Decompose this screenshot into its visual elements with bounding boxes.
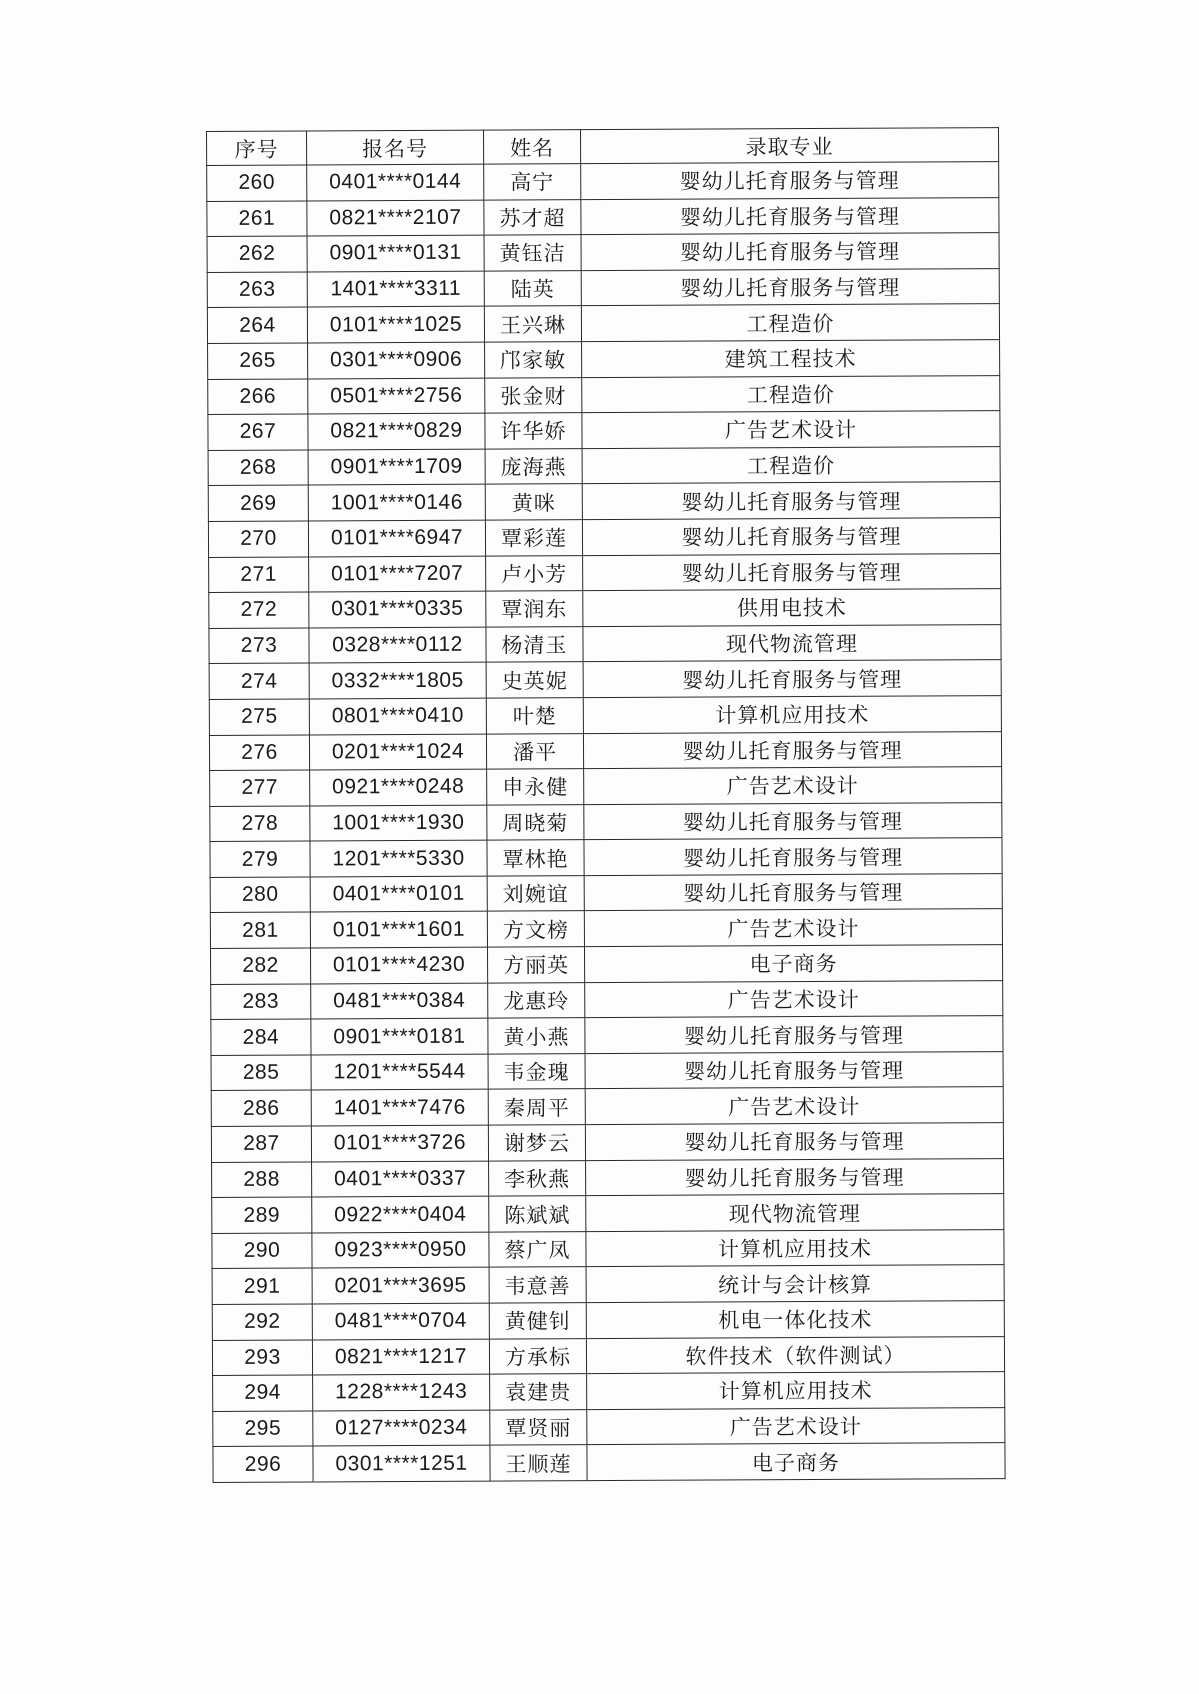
cell-seq: 290 bbox=[212, 1233, 312, 1269]
cell-admitted-major: 机电一体化技术 bbox=[586, 1301, 1004, 1339]
cell-admitted-major: 广告艺术设计 bbox=[587, 1407, 1005, 1445]
cell-name: 卢小芳 bbox=[486, 555, 583, 591]
cell-seq: 281 bbox=[210, 912, 310, 948]
cell-name: 韦金瑰 bbox=[488, 1054, 585, 1090]
cell-registration-number: 0821****0829 bbox=[308, 413, 485, 449]
table-row bbox=[212, 1336, 1004, 1375]
cell-admitted-major: 婴幼儿托育服务与管理 bbox=[585, 1016, 1003, 1054]
table-row bbox=[210, 767, 1002, 806]
cell-name: 谢梦云 bbox=[488, 1125, 585, 1161]
cell-registration-number: 1401****3311 bbox=[307, 271, 484, 307]
cell-name: 陈斌斌 bbox=[489, 1196, 586, 1232]
cell-seq: 282 bbox=[210, 948, 310, 984]
table-row bbox=[213, 1372, 1005, 1411]
cell-seq: 260 bbox=[207, 165, 307, 201]
cell-seq: 296 bbox=[213, 1446, 313, 1482]
header-admitted-major: 录取专业 bbox=[580, 128, 998, 164]
cell-seq: 285 bbox=[211, 1055, 311, 1091]
cell-seq: 280 bbox=[210, 877, 310, 913]
cell-registration-number: 0101****1601 bbox=[310, 912, 487, 948]
cell-seq: 288 bbox=[212, 1162, 312, 1198]
cell-registration-number: 0401****0101 bbox=[310, 876, 487, 912]
table-row bbox=[209, 660, 1001, 699]
table-row bbox=[212, 1301, 1004, 1340]
cell-registration-number: 0921****0248 bbox=[310, 769, 487, 805]
cell-admitted-major: 广告艺术设计 bbox=[585, 980, 1003, 1018]
table-row bbox=[208, 340, 1000, 379]
table-row bbox=[208, 518, 1000, 557]
cell-admitted-major: 婴幼儿托育服务与管理 bbox=[583, 553, 1001, 591]
cell-name: 方承标 bbox=[489, 1338, 586, 1374]
cell-registration-number: 0901****0131 bbox=[307, 235, 484, 271]
cell-admitted-major: 婴幼儿托育服务与管理 bbox=[585, 1123, 1003, 1161]
cell-admitted-major: 广告艺术设计 bbox=[585, 1087, 1003, 1125]
cell-registration-number: 0127****0234 bbox=[313, 1410, 490, 1446]
table-row bbox=[210, 909, 1002, 948]
cell-registration-number: 1201****5544 bbox=[311, 1054, 488, 1090]
cell-seq: 270 bbox=[208, 521, 308, 557]
cell-seq: 294 bbox=[213, 1375, 313, 1411]
cell-seq: 277 bbox=[210, 770, 310, 806]
cell-seq: 267 bbox=[208, 414, 308, 450]
cell-seq: 264 bbox=[207, 307, 307, 343]
header-registration-number: 报名号 bbox=[307, 130, 484, 165]
cell-seq: 291 bbox=[212, 1268, 312, 1304]
table-row bbox=[209, 589, 1001, 628]
cell-admitted-major: 广告艺术设计 bbox=[582, 411, 1000, 449]
cell-seq: 262 bbox=[207, 236, 307, 272]
table-row bbox=[207, 268, 999, 307]
cell-name: 黄健钊 bbox=[489, 1303, 586, 1339]
table-row bbox=[212, 1265, 1004, 1304]
cell-name: 高宁 bbox=[484, 164, 581, 200]
cell-registration-number: 0201****3695 bbox=[312, 1268, 489, 1304]
cell-registration-number: 1001****0146 bbox=[308, 484, 485, 520]
cell-registration-number: 0328****0112 bbox=[309, 627, 486, 663]
cell-admitted-major: 计算机应用技术 bbox=[586, 1229, 1004, 1267]
cell-name: 叶楚 bbox=[486, 698, 583, 734]
cell-seq: 268 bbox=[208, 450, 308, 486]
table-body bbox=[207, 162, 1005, 1483]
cell-registration-number: 0101****4230 bbox=[310, 947, 487, 983]
cell-seq: 289 bbox=[212, 1197, 312, 1233]
table-row bbox=[210, 838, 1002, 877]
cell-admitted-major: 工程造价 bbox=[582, 446, 1000, 484]
cell-seq: 274 bbox=[209, 663, 309, 699]
cell-registration-number: 0201****1024 bbox=[309, 734, 486, 770]
cell-name: 袁建贵 bbox=[490, 1374, 587, 1410]
cell-seq: 271 bbox=[209, 557, 309, 593]
cell-name: 苏才超 bbox=[484, 199, 581, 235]
cell-name: 覃彩莲 bbox=[485, 520, 582, 556]
cell-admitted-major: 婴幼儿托育服务与管理 bbox=[584, 873, 1002, 911]
cell-registration-number: 1228****1243 bbox=[313, 1374, 490, 1410]
cell-admitted-major: 婴幼儿托育服务与管理 bbox=[583, 660, 1001, 698]
table-row bbox=[208, 446, 1000, 485]
cell-name: 黄小燕 bbox=[488, 1018, 585, 1054]
cell-name: 庞海燕 bbox=[485, 448, 582, 484]
cell-admitted-major: 婴幼儿托育服务与管理 bbox=[582, 482, 1000, 520]
cell-name: 邝家敏 bbox=[485, 342, 582, 378]
cell-name: 方丽英 bbox=[487, 947, 584, 983]
table-row bbox=[212, 1229, 1004, 1268]
table-row bbox=[207, 233, 999, 272]
cell-seq: 261 bbox=[207, 201, 307, 237]
cell-name: 许华娇 bbox=[485, 413, 582, 449]
cell-registration-number: 0401****0144 bbox=[307, 164, 484, 200]
cell-admitted-major: 建筑工程技术 bbox=[582, 340, 1000, 378]
cell-admitted-major: 婴幼儿托育服务与管理 bbox=[581, 162, 999, 200]
cell-admitted-major: 计算机应用技术 bbox=[587, 1372, 1005, 1410]
cell-seq: 292 bbox=[212, 1304, 312, 1340]
cell-name: 申永健 bbox=[487, 769, 584, 805]
cell-name: 韦意善 bbox=[489, 1267, 586, 1303]
cell-seq: 272 bbox=[209, 592, 309, 628]
header-seq: 序号 bbox=[207, 131, 307, 165]
cell-registration-number: 0501****2756 bbox=[308, 378, 485, 414]
cell-registration-number: 0101****3726 bbox=[311, 1125, 488, 1161]
admission-roster-table bbox=[206, 127, 1006, 1483]
cell-seq: 275 bbox=[209, 699, 309, 735]
cell-seq: 283 bbox=[211, 984, 311, 1020]
cell-name: 秦周平 bbox=[488, 1089, 585, 1125]
cell-seq: 295 bbox=[213, 1411, 313, 1447]
cell-registration-number: 0922****0404 bbox=[312, 1196, 489, 1232]
cell-admitted-major: 现代物流管理 bbox=[586, 1194, 1004, 1232]
cell-registration-number: 0301****0335 bbox=[309, 591, 486, 627]
cell-seq: 284 bbox=[211, 1019, 311, 1055]
cell-name: 潘平 bbox=[486, 733, 583, 769]
cell-registration-number: 0101****7207 bbox=[309, 556, 486, 592]
cell-admitted-major: 婴幼儿托育服务与管理 bbox=[583, 731, 1001, 769]
table-row bbox=[213, 1407, 1005, 1446]
table-row bbox=[212, 1158, 1004, 1197]
cell-name: 蔡广凤 bbox=[489, 1231, 586, 1267]
cell-name: 陆英 bbox=[484, 270, 581, 306]
cell-admitted-major: 电子商务 bbox=[584, 945, 1002, 983]
table-row bbox=[209, 696, 1001, 735]
cell-registration-number: 0801****0410 bbox=[309, 698, 486, 734]
table-row bbox=[210, 873, 1002, 912]
cell-admitted-major: 婴幼儿托育服务与管理 bbox=[581, 197, 999, 235]
table-row bbox=[211, 1123, 1003, 1162]
cell-admitted-major: 电子商务 bbox=[587, 1443, 1005, 1481]
cell-seq: 265 bbox=[208, 343, 308, 379]
cell-name: 刘婉谊 bbox=[487, 876, 584, 912]
header-name: 姓名 bbox=[483, 130, 580, 164]
cell-name: 龙惠玲 bbox=[488, 982, 585, 1018]
table-row bbox=[210, 945, 1002, 984]
table-row bbox=[212, 1194, 1004, 1233]
table-row bbox=[211, 980, 1003, 1019]
table-row bbox=[213, 1443, 1005, 1482]
cell-registration-number: 1201****5330 bbox=[310, 840, 487, 876]
cell-registration-number: 0101****1025 bbox=[307, 307, 484, 343]
table-header-row bbox=[207, 128, 999, 166]
cell-registration-number: 0821****2107 bbox=[307, 200, 484, 236]
cell-registration-number: 0332****1805 bbox=[309, 662, 486, 698]
cell-name: 覃润东 bbox=[486, 591, 583, 627]
cell-registration-number: 1001****1930 bbox=[310, 805, 487, 841]
cell-registration-number: 1401****7476 bbox=[311, 1090, 488, 1126]
cell-registration-number: 0901****1709 bbox=[308, 449, 485, 485]
cell-seq: 263 bbox=[207, 272, 307, 308]
cell-seq: 279 bbox=[210, 841, 310, 877]
table-row bbox=[211, 1051, 1003, 1090]
cell-name: 杨清玉 bbox=[486, 626, 583, 662]
cell-admitted-major: 婴幼儿托育服务与管理 bbox=[586, 1158, 1004, 1196]
cell-admitted-major: 婴幼儿托育服务与管理 bbox=[584, 802, 1002, 840]
cell-name: 王兴琳 bbox=[484, 306, 581, 342]
cell-registration-number: 0301****0906 bbox=[308, 342, 485, 378]
cell-admitted-major: 婴幼儿托育服务与管理 bbox=[584, 838, 1002, 876]
cell-admitted-major: 婴幼儿托育服务与管理 bbox=[585, 1051, 1003, 1089]
cell-name: 李秋燕 bbox=[489, 1160, 586, 1196]
cell-admitted-major: 软件技术（软件测试） bbox=[586, 1336, 1004, 1374]
table-row bbox=[207, 162, 999, 201]
cell-seq: 276 bbox=[209, 735, 309, 771]
cell-admitted-major: 现代物流管理 bbox=[583, 624, 1001, 662]
table-row bbox=[207, 304, 999, 343]
cell-admitted-major: 广告艺术设计 bbox=[584, 909, 1002, 947]
cell-admitted-major: 计算机应用技术 bbox=[583, 696, 1001, 734]
cell-seq: 286 bbox=[211, 1090, 311, 1126]
table-row bbox=[208, 482, 1000, 521]
cell-name: 周晓菊 bbox=[487, 804, 584, 840]
cell-admitted-major: 供用电技术 bbox=[583, 589, 1001, 627]
cell-name: 覃林艳 bbox=[487, 840, 584, 876]
cell-name: 王顺莲 bbox=[490, 1445, 587, 1481]
cell-name: 史英妮 bbox=[486, 662, 583, 698]
table-row bbox=[211, 1087, 1003, 1126]
cell-admitted-major: 婴幼儿托育服务与管理 bbox=[581, 268, 999, 306]
cell-name: 覃贤丽 bbox=[490, 1409, 587, 1445]
cell-registration-number: 0923****0950 bbox=[312, 1232, 489, 1268]
cell-seq: 273 bbox=[209, 628, 309, 664]
cell-registration-number: 0101****6947 bbox=[308, 520, 485, 556]
cell-admitted-major: 婴幼儿托育服务与管理 bbox=[581, 233, 999, 271]
cell-registration-number: 0301****1251 bbox=[313, 1446, 490, 1482]
cell-admitted-major: 工程造价 bbox=[581, 304, 999, 342]
cell-name: 张金财 bbox=[485, 377, 582, 413]
cell-registration-number: 0901****0181 bbox=[311, 1018, 488, 1054]
cell-seq: 293 bbox=[212, 1340, 312, 1376]
table-row bbox=[209, 731, 1001, 770]
cell-registration-number: 0821****1217 bbox=[312, 1339, 489, 1375]
cell-seq: 287 bbox=[211, 1126, 311, 1162]
cell-registration-number: 0481****0704 bbox=[312, 1303, 489, 1339]
table-row bbox=[209, 553, 1001, 592]
cell-registration-number: 0401****0337 bbox=[312, 1161, 489, 1197]
cell-name: 黄钰洁 bbox=[484, 235, 581, 271]
cell-seq: 269 bbox=[208, 485, 308, 521]
cell-seq: 278 bbox=[210, 806, 310, 842]
table-row bbox=[211, 1016, 1003, 1055]
cell-registration-number: 0481****0384 bbox=[311, 983, 488, 1019]
cell-admitted-major: 广告艺术设计 bbox=[584, 767, 1002, 805]
table-row bbox=[207, 197, 999, 236]
table-row bbox=[208, 411, 1000, 450]
cell-admitted-major: 工程造价 bbox=[582, 375, 1000, 413]
cell-admitted-major: 婴幼儿托育服务与管理 bbox=[582, 518, 1000, 556]
table-row bbox=[208, 375, 1000, 414]
table-row bbox=[209, 624, 1001, 663]
cell-name: 黄咪 bbox=[485, 484, 582, 520]
cell-admitted-major: 统计与会计核算 bbox=[586, 1265, 1004, 1303]
cell-seq: 266 bbox=[208, 379, 308, 415]
cell-name: 方文榜 bbox=[487, 911, 584, 947]
table-row bbox=[210, 802, 1002, 841]
